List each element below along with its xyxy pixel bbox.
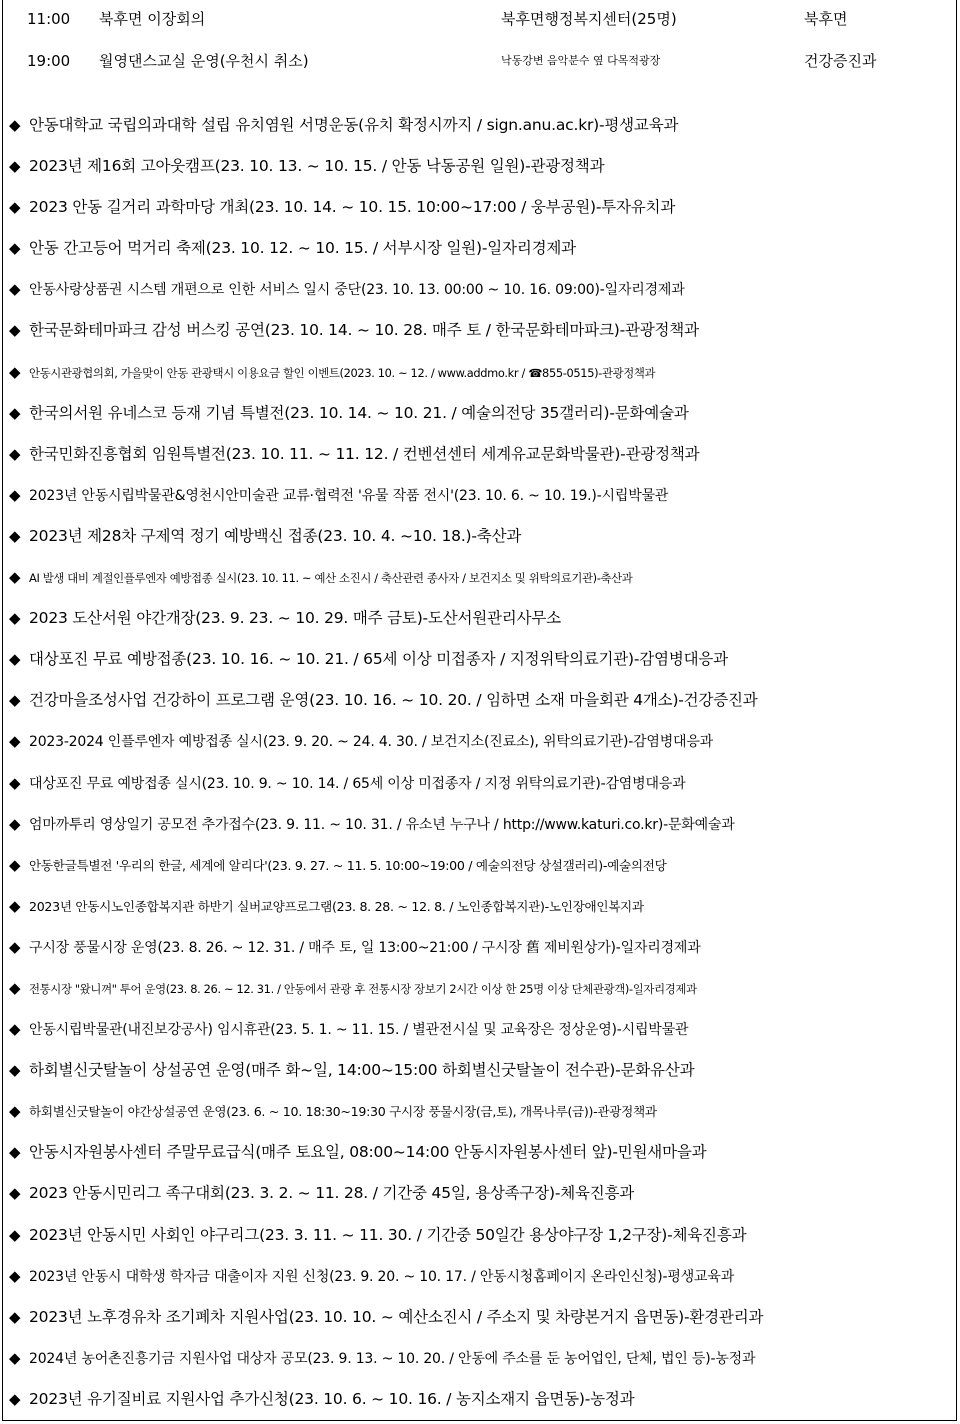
notice-item: [3, 886, 956, 927]
notice-item: [3, 1050, 956, 1091]
notice-text: 하회별신굿탈놀이 야간상설공연 운영(23. 6. ~ 10. 18:30~19:30 구시장 풍물시장(금,토), 개목나루(금))-관광정책과: [29, 1104, 657, 1120]
notice-item: [3, 763, 956, 804]
schedule-time: 11:00: [27, 10, 71, 28]
notice-text: 대상포진 무료 예방접종(23. 10. 16. ~ 10. 21. / 65세 이상 미접종자 / 지정위탁의료기관)-감염병대응과: [29, 650, 728, 669]
notice-text: 2023-2024 인플루엔자 예방접종 실시(23. 9. 20. ~ 24. 4. 30. / 보건지소(진료소), 위탁의료기관)-감염병대응과: [29, 734, 714, 751]
notice-item: [3, 1338, 956, 1379]
diamond-bullet-icon: ◆: [9, 1307, 21, 1326]
notice-text: 2024년 농어촌진흥기금 지원사업 대상자 공모(23. 9. 13. ~ 10. 20. / 안동에 주소를 둔 농어업인, 단체, 법인 등)-농정과: [29, 1350, 756, 1367]
notice-text: 2023년 노후경유차 조기폐차 지원사업(23. 10. 10. ~ 예산소진시 / 주소지 및 차량본거지 읍면동)-환경관리과: [29, 1307, 764, 1326]
notice-item: [3, 968, 956, 1009]
schedule-dept: 건강증진과: [804, 52, 877, 70]
notice-item: [3, 557, 956, 598]
notice-text: 2023년 제16회 고아웃캠프(23. 10. 13. ~ 10. 15. / 안동 낙동공원 일원)-관광정책과: [29, 157, 605, 176]
notice-item: [3, 721, 956, 762]
diamond-bullet-icon: ◆: [9, 1061, 21, 1080]
diamond-bullet-icon: ◆: [9, 896, 21, 915]
schedule-row: [3, 6, 956, 32]
notice-text: 2023년 안동시민 사회인 야구리그(23. 3. 11. ~ 11. 30. / 기간중 50일간 용상야구장 1,2구장)-체육진흥과: [29, 1225, 747, 1244]
diamond-bullet-icon: ◆: [9, 280, 21, 299]
notice-item: [3, 927, 956, 968]
diamond-bullet-icon: ◆: [9, 1389, 21, 1408]
diamond-bullet-icon: ◆: [9, 568, 21, 587]
notice-text: 안동사랑상품권 시스템 개편으로 인한 서비스 일시 중단(23. 10. 13. 00:00 ~ 10. 16. 09:00)-일자리경제과: [29, 282, 685, 299]
schedule-place: 낙동강변 음악분수 옆 다목적광장: [501, 54, 661, 67]
notice-item: [3, 269, 956, 310]
notice-item: [3, 352, 956, 393]
diamond-bullet-icon: ◆: [9, 403, 21, 422]
bulletin-page: [2, 0, 957, 1421]
diamond-bullet-icon: ◆: [9, 855, 21, 874]
notice-item: [3, 1091, 956, 1132]
diamond-bullet-icon: ◆: [9, 198, 21, 217]
schedule-dept: 북후면: [804, 10, 848, 28]
diamond-bullet-icon: ◆: [9, 691, 21, 710]
notice-item: [3, 1379, 956, 1420]
notice-text: AI 발생 대비 계절인플루엔자 예방접종 실시(23. 10. 11. ~ 예산 소진시 / 축산관련 종사자 / 보건지소 및 위탁의료기관)-축산과: [29, 571, 633, 586]
diamond-bullet-icon: ◆: [9, 1184, 21, 1203]
schedule-time: 19:00: [27, 52, 71, 70]
diamond-bullet-icon: ◆: [9, 1348, 21, 1367]
diamond-bullet-icon: ◆: [9, 157, 21, 176]
notice-item: [3, 516, 956, 557]
notice-item: [3, 105, 956, 146]
diamond-bullet-icon: ◆: [9, 362, 21, 381]
notice-item: [3, 598, 956, 639]
notice-item: [3, 1215, 956, 1256]
notice-text: 2023년 제28차 구제역 정기 예방백신 접종(23. 10. 4. ~10. 18.)-축산과: [29, 526, 522, 545]
notice-text: 안동시자원봉사센터 주말무료급식(매주 토요일, 08:00~14:00 안동시자원봉사센터 앞)-민원새마을과: [29, 1143, 707, 1162]
diamond-bullet-icon: ◆: [9, 609, 21, 628]
notice-text: 하회별신굿탈놀이 상설공연 운영(매주 화~일, 14:00~15:00 하회별신굿탈놀이 전수관)-문화유산과: [29, 1061, 695, 1080]
diamond-bullet-icon: ◆: [9, 1020, 21, 1039]
schedule-title: 월영댄스교실 운영(우천시 취소): [99, 52, 309, 70]
diamond-bullet-icon: ◆: [9, 1266, 21, 1285]
notice-item: [3, 1256, 956, 1297]
notice-text: 대상포진 무료 예방접종 실시(23. 10. 9. ~ 10. 14. / 65세 이상 미접종자 / 지정 위탁의료기관)-감염병대응과: [29, 775, 686, 792]
diamond-bullet-icon: ◆: [9, 239, 21, 258]
notice-item: [3, 475, 956, 516]
notice-item: [3, 228, 956, 269]
diamond-bullet-icon: ◆: [9, 978, 21, 997]
notice-item: [3, 680, 956, 721]
notice-text: 한국민화진흥협회 임원특별전(23. 10. 11. ~ 11. 12. / 컨벤션센터 세계유교문화박물관)-관광정책과: [29, 444, 700, 463]
notice-item: [3, 434, 956, 475]
notice-item: [3, 1297, 956, 1338]
notice-item: [3, 1009, 956, 1050]
notice-item: [3, 804, 956, 845]
notice-text: 한국의서원 유네스코 등재 기념 특별전(23. 10. 14. ~ 10. 21. / 예술의전당 35갤러리)-문화예술과: [29, 403, 689, 422]
notice-text: 2023년 안동시노인종합복지관 하반기 실버교양프로그램(23. 8. 28. ~ 12. 8. / 노인종합복지관)-노인장애인복지과: [29, 898, 644, 914]
notice-text: 전통시장 "왔니껴" 투어 운영(23. 8. 26. ~ 12. 31. / 안동에서 관광 후 전통시장 장보기 2시간 이상 한 25명 이상 단체관광객)-일자리경제과: [29, 981, 697, 996]
notice-text: 2023 안동시민리그 족구대회(23. 3. 2. ~ 11. 28. / 기간중 45일, 용상족구장)-체육진흥과: [29, 1184, 635, 1203]
notice-item: [3, 845, 956, 886]
notice-item: [3, 639, 956, 680]
diamond-bullet-icon: ◆: [9, 1225, 21, 1244]
notice-list: [3, 105, 956, 1420]
diamond-bullet-icon: ◆: [9, 937, 21, 956]
notice-text: 2023 안동 길거리 과학마당 개최(23. 10. 14. ~ 10. 15. 10:00~17:00 / 웅부공원)-투자유치과: [29, 198, 676, 217]
diamond-bullet-icon: ◆: [9, 444, 21, 463]
diamond-bullet-icon: ◆: [9, 732, 21, 751]
notice-text: 안동한글특별전 '우리의 한글, 세계에 알리다'(23. 9. 27. ~ 11. 5. 10:00~19:00 / 예술의전당 상설갤러리)-예술의전당: [29, 857, 667, 873]
diamond-bullet-icon: ◆: [9, 116, 21, 134]
diamond-bullet-icon: ◆: [9, 526, 21, 545]
notice-text: 안동 간고등어 먹거리 축제(23. 10. 12. ~ 10. 15. / 서부시장 일원)-일자리경제과: [29, 239, 576, 258]
notice-text: 안동시립박물관(내진보강공사) 임시휴관(23. 5. 1. ~ 11. 15. / 별관전시실 및 교육장은 정상운영)-시립박물관: [29, 1022, 689, 1039]
notice-text: 엄마까투리 영상일기 공모전 추가접수(23. 9. 11. ~ 10. 31. / 유소년 누구나 / http://www.katuri.co.kr)-문화예술과: [29, 816, 735, 833]
notice-text: 2023년 유기질비료 지원사업 추가신청(23. 10. 6. ~ 10. 16. / 농지소재지 읍면동)-농정과: [29, 1389, 635, 1408]
notice-text: 2023년 안동시 대학생 학자금 대출이자 지원 신청(23. 9. 20. ~ 10. 17. / 안동시청홈페이지 온라인신청)-평생교육과: [29, 1268, 735, 1285]
notice-text: 2023년 안동시립박물관&영천시안미술관 교류·협력전 '유물 작품 전시'(23. 10. 6. ~ 10. 19.)-시립박물관: [29, 487, 669, 504]
diamond-bullet-icon: ◆: [9, 1143, 21, 1162]
notice-item: [3, 1173, 956, 1214]
notice-text: 건강마을조성사업 건강하이 프로그램 운영(23. 10. 16. ~ 10. 20. / 임하면 소재 마을회관 4개소)-건강증진과: [29, 691, 758, 710]
schedule-place: 북후면행정복지센터(25명): [501, 10, 677, 28]
diamond-bullet-icon: ◆: [9, 1102, 21, 1121]
diamond-bullet-icon: ◆: [9, 814, 21, 833]
notice-text: 한국문화테마파크 감성 버스킹 공연(23. 10. 14. ~ 10. 28. 매주 토 / 한국문화테마파크)-관광정책과: [29, 321, 699, 340]
schedule-title: 북후면 이장회의: [99, 10, 206, 28]
notice-text: 안동대학교 국립의과대학 설립 유치염원 서명운동(유치 확정시까지 / sign.anu.ac.kr)-평생교육과: [29, 116, 679, 134]
notice-text: 2023 도산서원 야간개장(23. 9. 23. ~ 10. 29. 매주 금토)-도산서원관리사무소: [29, 609, 561, 628]
notice-item: [3, 310, 956, 351]
diamond-bullet-icon: ◆: [9, 650, 21, 669]
notice-item: [3, 146, 956, 187]
schedule-row: [3, 48, 956, 74]
diamond-bullet-icon: ◆: [9, 485, 21, 504]
diamond-bullet-icon: ◆: [9, 773, 21, 792]
notice-text: 안동시관광협의회, 가을맞이 안동 관광택시 이용요금 할인 이벤트(2023. 10. ~ 12. / www.addmo.kr / ☎855-0515)-관광정책과: [29, 365, 656, 380]
notice-text: 구시장 풍물시장 운영(23. 8. 26. ~ 12. 31. / 매주 토, 일 13:00~21:00 / 구시장 舊 제비원상가)-일자리경제과: [29, 939, 701, 956]
notice-item: [3, 1132, 956, 1173]
notice-item: [3, 187, 956, 228]
notice-item: [3, 393, 956, 434]
diamond-bullet-icon: ◆: [9, 321, 21, 340]
